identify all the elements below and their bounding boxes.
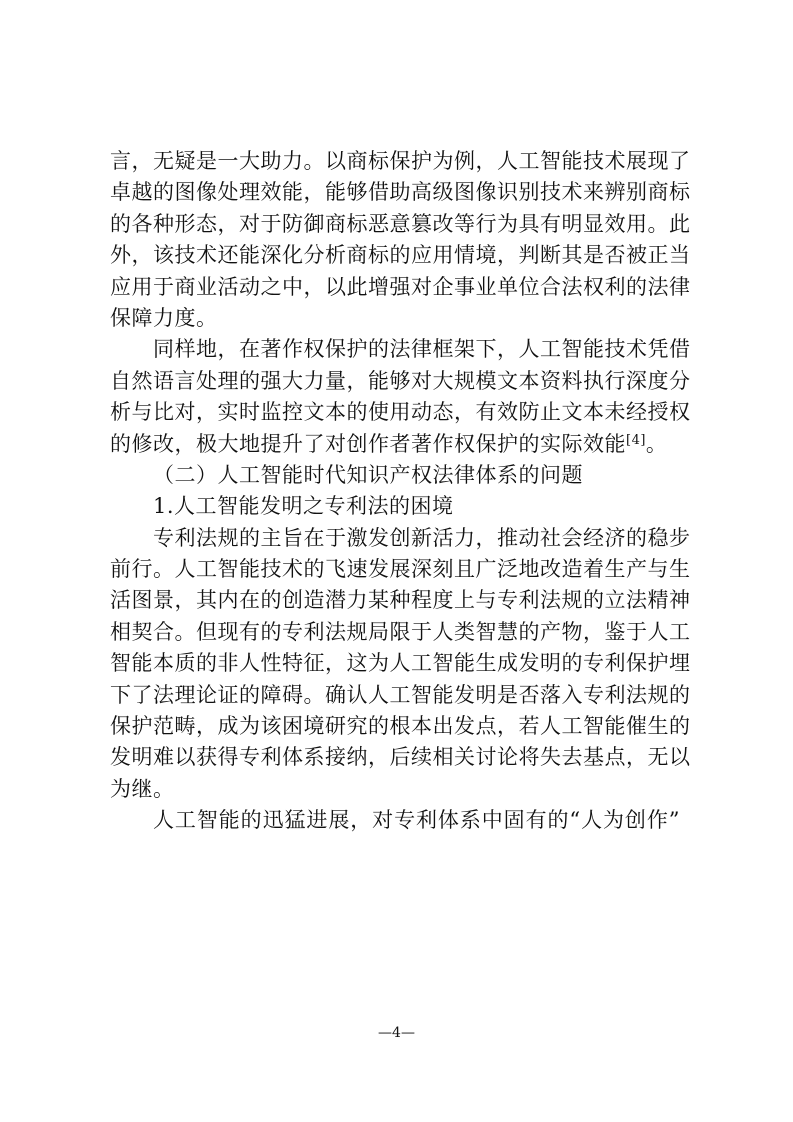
text-line: 外，该技术还能深化分析商标的应用情境，判断其是否被正当 [110, 243, 691, 268]
text-line: 为继。 [110, 776, 175, 801]
text-line: 智能本质的非人性特征，这为人工智能生成发明的专利保护埋 [110, 651, 691, 676]
text-line: 人工智能的迅猛进展，对专利体系中固有的“人为创作” [153, 808, 680, 833]
section-heading: （二）人工智能时代知识产权法律体系的问题 [153, 462, 583, 487]
text-line: 的各种形态，对于防御商标恶意篡改等行为具有明显效用。此 [110, 211, 691, 236]
subsection-heading: 1.人工智能发明之专利法的困境 [153, 494, 454, 519]
paragraph-1 [110, 146, 691, 334]
text-line: 应用于商业活动之中，以此增强对企事业单位合法权利的法律 [110, 274, 691, 299]
text-line: 发明难以获得专利体系接纳，后续相关讨论将失去基点，无以 [110, 745, 691, 770]
text-line: 前行。人工智能技术的飞速发展深刻且广泛地改造着生产与生 [110, 557, 691, 582]
text-line: 活图景，其内在的创造潜力某种程度上与专利法规的立法精神 [110, 588, 691, 613]
text-line: 同样地，在著作权保护的法律框架下，人工智能技术凭借 [153, 337, 691, 362]
text-line: 自然语言处理的强大力量，能够对大规模文本资料执行深度分 [110, 368, 691, 393]
text-line: 专利法规的主旨在于激发创新活力，推动社会经济的稳步 [153, 525, 691, 550]
paragraph-2 [110, 334, 691, 460]
page-number: —4— [378, 1025, 415, 1041]
text-line: 保障力度。 [110, 305, 218, 330]
text-segment: 的修改，极大地提升了对创作者著作权保护的实际效能 [110, 431, 626, 456]
text-segment: 。 [645, 431, 668, 456]
text-line: 言，无疑是一大助力。以商标保护为例，人工智能技术展现了 [110, 149, 691, 173]
text-line: 析与比对，实时监控文本的使用动态，有效防止文本未经授权 [110, 400, 691, 425]
text-line: 下了法理论证的障碍。确认人工智能发明是否落入专利法规的 [110, 682, 691, 707]
paragraph-4 [110, 805, 680, 836]
text-line [110, 429, 680, 460]
text-line: 卓越的图像处理效能，能够借助高级图像识别技术来辨别商标 [110, 180, 691, 205]
body-text [110, 146, 691, 837]
text-line: 相契合。但现有的专利法规局限于人类智慧的产物，鉴于人工 [110, 619, 691, 644]
text-line: 保护范畴，成为该困境研究的根本出发点，若人工智能催生的 [110, 714, 691, 739]
citation-ref: [4] [626, 432, 646, 448]
paragraph-3 [110, 523, 691, 806]
